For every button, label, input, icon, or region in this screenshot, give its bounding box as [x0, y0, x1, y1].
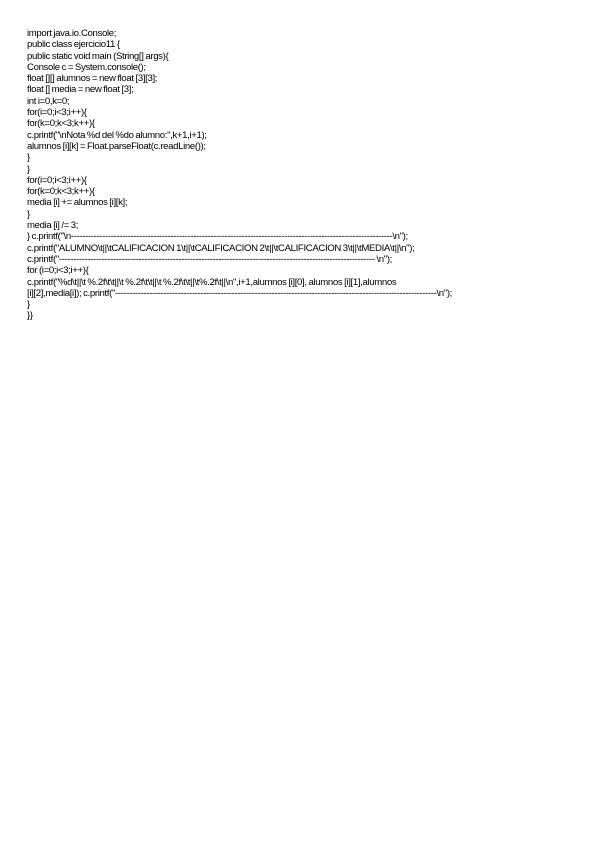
code-line: } [27, 152, 30, 164]
code-line: } [27, 163, 30, 175]
code-line: import java.io.Console; [27, 28, 117, 39]
code-line: c.printf("%d\t||\t %.2f\t\t||\t %.2f\t\t||\t %.2f\t\t||\t%.2f\t||\n",i+1,alumnos [i][0], alumnos [i][1],alumnos [27, 276, 397, 288]
code-line: } c.printf("\n-----------------------------------------------------------------------------------------------------------------\n"); [27, 231, 408, 243]
code-line: for(k=0;k<3;k++){ [27, 186, 95, 198]
code-line: public static void main (String[] args){ [27, 50, 169, 62]
code-line: }} [27, 310, 33, 322]
code-line: int i=0,k=0; [27, 95, 70, 107]
code-line: float [][] alumnos = new float [3][3]; [27, 73, 158, 85]
code-line: public class ejercicio11 { [27, 39, 120, 51]
code-line: Console c = System.console(); [27, 61, 146, 73]
code-line: } [27, 299, 30, 311]
code-line: alumnos [i][k] = Float.parseFloat(c.readLine()); [27, 140, 206, 152]
code-line: [i][2],media[i]); c.printf("-----------------------------------------------------------------------------------------------------------------\n"); [27, 287, 452, 299]
code-line: c.printf("ALUMNO\t||\tCALIFICACION 1\t||\tCALIFICACION 2\t||\tCALIFICACION 3\t||\tMEDIA\t||\n"); [27, 242, 415, 254]
code-line: c.printf("\nNota %d del %do alumno:",k+1,i+1); [27, 129, 207, 141]
code-listing [27, 28, 587, 322]
code-line: float [] media = new float [3]; [27, 84, 134, 96]
code-line: media [i] /= 3; [27, 220, 79, 232]
code-line: for(k=0;k<3;k++){ [27, 118, 95, 130]
code-line: for (i=0;i<3;i++){ [27, 265, 89, 277]
code-line: for(i=0;i<3;i++){ [27, 107, 87, 119]
code-line: c.printf("--------------------------------------------------------------------------------------------------------------- \n"); [27, 253, 392, 265]
code-line: media [i] += alumnos [i][k]; [27, 197, 128, 209]
code-line: for(i=0;i<3;i++){ [27, 174, 87, 186]
code-line: } [27, 208, 30, 220]
